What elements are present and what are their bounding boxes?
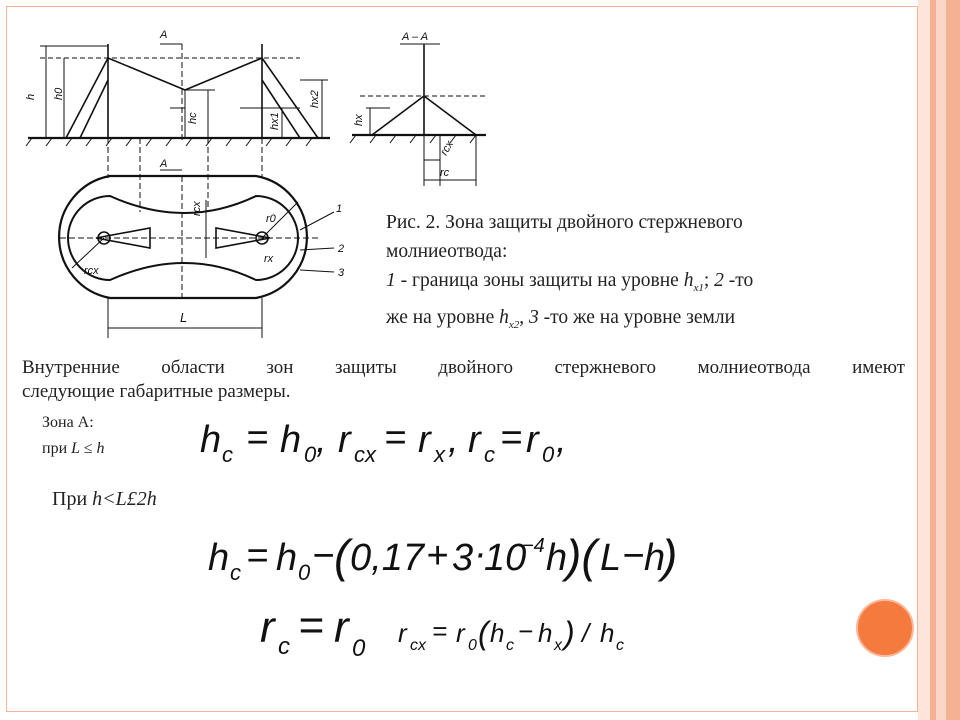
svg-text:=: = [500, 417, 523, 459]
caption-text2: -то [723, 270, 754, 291]
svg-text:0: 0 [352, 635, 366, 662]
formula4-data: rcx = r0(hc − hx) / hc [396, 599, 534, 616]
svg-text:c: c [230, 560, 241, 585]
caption-sep2: , [519, 306, 530, 328]
svg-text:(: ( [478, 615, 489, 651]
caption-line1: Рис. 2. Зона защиты двойного стержневого [386, 212, 743, 233]
svg-text:h: h [200, 419, 222, 461]
svg-text:x: x [434, 442, 445, 467]
zone-a-label: Зона А: [42, 414, 94, 431]
caption-hx2-sub: x2 [508, 318, 520, 331]
formula2-data: hc = h0 − (0,17 + 3·10⁻⁴h)(L − h) [204, 515, 422, 532]
decor-stripe [918, 0, 930, 720]
svg-text:0: 0 [304, 442, 317, 467]
formula1-data: hc = h0, rcx = rx, rc = r0, [196, 397, 358, 414]
svg-text:3: 3 [452, 537, 474, 579]
svg-text:L: L [600, 537, 622, 579]
label-section-a: A [160, 158, 168, 170]
svg-text:0: 0 [542, 442, 555, 467]
condition-expr-2: h<L£2h [92, 488, 157, 510]
svg-text:c: c [484, 442, 495, 467]
svg-text:−: − [312, 535, 335, 577]
svg-text:h: h [280, 419, 302, 461]
label-hc: hc [187, 112, 199, 124]
formula-rc [256, 583, 366, 664]
svg-text:r: r [526, 419, 539, 461]
label-section-a: A [160, 29, 168, 41]
caption-hx1-sub: x1 [693, 281, 704, 294]
svg-text:=: = [384, 417, 407, 459]
caption-line2: молниеотвода: [386, 241, 508, 262]
svg-text:r: r [398, 618, 407, 648]
label-rcx: rcx [438, 138, 456, 158]
svg-text:h: h [490, 618, 505, 648]
svg-text:+: + [426, 535, 449, 577]
condition-prefix: при [42, 440, 72, 457]
svg-text:(: ( [334, 530, 350, 582]
svg-text:/: / [582, 618, 590, 648]
label-3: 3 [338, 267, 345, 279]
svg-text:10: 10 [484, 537, 527, 579]
svg-text:=: = [298, 601, 324, 650]
decor-stripe [936, 0, 946, 720]
svg-text:c: c [278, 633, 290, 660]
decor-circle [856, 599, 914, 657]
svg-text:0: 0 [468, 637, 477, 654]
caption-hx2: h [499, 306, 509, 328]
svg-text:=: = [246, 535, 269, 577]
svg-text:cx: cx [354, 442, 376, 467]
svg-text:h: h [208, 537, 230, 579]
formula-zone-a [196, 397, 567, 468]
body-paragraph [22, 356, 905, 404]
svg-text:): ) [662, 530, 678, 582]
svg-text:r: r [260, 603, 275, 652]
svg-text:x: x [554, 637, 562, 654]
label-section-aa: A – A [402, 31, 429, 43]
caption-text3: же на уровне [386, 306, 500, 328]
caption-text1: - граница зоны защиты на уровне [395, 270, 684, 291]
svg-text:r: r [418, 419, 431, 461]
svg-text:cx: cx [410, 637, 426, 654]
svg-text:h: h [276, 537, 298, 579]
label-l: L [180, 310, 188, 325]
svg-text:=: = [246, 417, 269, 459]
label-hx2: hx2 [309, 90, 321, 108]
svg-text:−: − [518, 616, 534, 646]
svg-text:=: = [432, 616, 448, 646]
caption-num3: 3 [529, 306, 539, 328]
svg-text:r: r [334, 603, 349, 652]
label-h: h [25, 93, 37, 100]
label-2: 2 [338, 243, 345, 255]
svg-text:): ) [564, 615, 575, 651]
label-hx: hx [353, 114, 365, 126]
svg-text:−: − [622, 535, 645, 577]
formula-rcx [396, 599, 646, 660]
formula-hc [204, 515, 678, 588]
label-rcx-plan: rcx [191, 201, 203, 216]
condition-expr: L ≤ h [71, 440, 105, 457]
svg-text:0,17: 0,17 [350, 537, 424, 579]
svg-text:r: r [456, 618, 465, 648]
figure-caption [386, 208, 906, 340]
svg-text:−4: −4 [522, 535, 545, 557]
label-rx: rx [264, 253, 274, 265]
svg-text:,: , [448, 419, 459, 461]
caption-num1: 1 [386, 270, 396, 291]
label-rc: rc [440, 167, 450, 179]
svg-text:h: h [644, 537, 666, 579]
caption-sep1: ; [703, 270, 715, 291]
formula3-data: rc = r0 [256, 583, 299, 600]
svg-text:)(: )( [566, 530, 597, 582]
svg-text:0: 0 [298, 560, 311, 585]
label-1: 1 [336, 203, 343, 215]
decor-stripe [946, 0, 960, 720]
condition-line [52, 488, 157, 511]
svg-text:,: , [316, 419, 327, 461]
paragraph-line1: Внутренние области зон защиты двойного стержневого молниеотвода имеют [22, 357, 905, 378]
svg-text:·: · [474, 533, 487, 575]
label-r0: r0 [266, 213, 276, 225]
caption-text4: -то же на уровне земли [538, 306, 736, 328]
svg-text:c: c [506, 637, 514, 654]
svg-text:c: c [616, 637, 624, 654]
paragraph-line2: следующие габаритные размеры. [22, 381, 291, 402]
label-h0: h0 [53, 87, 65, 100]
svg-text:h: h [538, 618, 553, 648]
caption-num2: 2 [714, 270, 724, 291]
condition-prefix-2: При [52, 488, 93, 510]
svg-text:r: r [338, 419, 351, 461]
svg-text:r: r [468, 419, 481, 461]
svg-text:h: h [546, 537, 568, 579]
svg-text:,: , [556, 419, 567, 461]
caption-hx1: h [683, 270, 694, 291]
label-rcx-left: rcx [84, 265, 99, 277]
label-hx1: hx1 [269, 112, 281, 130]
svg-text:h: h [600, 618, 615, 648]
zone-a-condition [42, 438, 105, 459]
svg-text:c: c [222, 442, 233, 467]
